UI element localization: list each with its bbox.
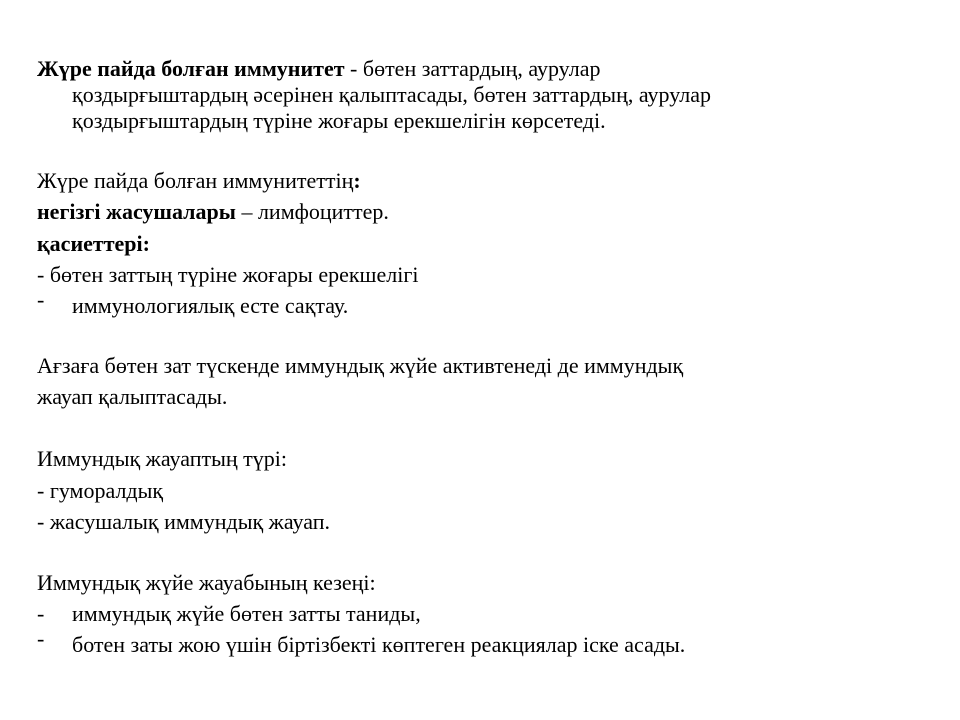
acquired-heading xyxy=(37,168,361,194)
stage-item-1 xyxy=(37,601,421,627)
acquired-heading-text: Жүре пайда болған иммунитеттің xyxy=(37,168,354,193)
response-types-heading: Иммундық жауаптың түрі: xyxy=(37,446,287,471)
definition-text-1: бөтен заттардың, аурулар xyxy=(362,56,601,81)
definition-term: Жүре пайда болған иммунитет xyxy=(37,56,345,81)
property-item-2 xyxy=(37,287,349,319)
stages-heading: Иммундық жүйе жауабының кезеңі: xyxy=(37,570,376,595)
bullet-dash: - xyxy=(37,626,45,651)
cells-label: негізгі жасушалары xyxy=(37,199,236,224)
stage-item-1-text: иммундық жүйе бөтен затты таниды, xyxy=(72,601,421,626)
definition-dash: - xyxy=(344,56,363,81)
response-type-item-1: - гуморалдық xyxy=(37,478,164,503)
cells-text: – лимфоциттер. xyxy=(235,199,389,224)
stage-item-2-text: ботен заты жою үшін біртізбекті көптеген реакциялар іске асады. xyxy=(72,632,686,657)
response-type-item-2: - жасушалық иммундық жауап. xyxy=(37,509,330,534)
cells-line xyxy=(37,199,389,225)
property-item-2-text: иммунологиялық есте сақтау. xyxy=(72,293,349,318)
activation-line-2: жауап қалыптасады. xyxy=(37,384,228,409)
bullet-dash: - xyxy=(37,601,45,626)
stage-item-2 xyxy=(37,626,686,658)
activation-line-1: Ағзаға бөтен зат түскенде иммундық жүйе активтенеді де иммундық xyxy=(37,353,684,378)
definition-line-2: қоздырғыштардың әсерінен қалыптасады, бөтен заттардың, аурулар xyxy=(72,82,711,107)
properties-label: қасиеттері: xyxy=(37,231,150,256)
bullet-dash: - xyxy=(37,287,45,312)
definition-line-3: қоздырғыштардың түріне жоғары ерекшелігін көрсетеді. xyxy=(72,108,606,133)
definition-line-1 xyxy=(37,56,600,82)
acquired-heading-colon: : xyxy=(353,168,361,193)
property-item-1: - бөтен заттың түріне жоғары ерекшелігі xyxy=(37,262,419,287)
